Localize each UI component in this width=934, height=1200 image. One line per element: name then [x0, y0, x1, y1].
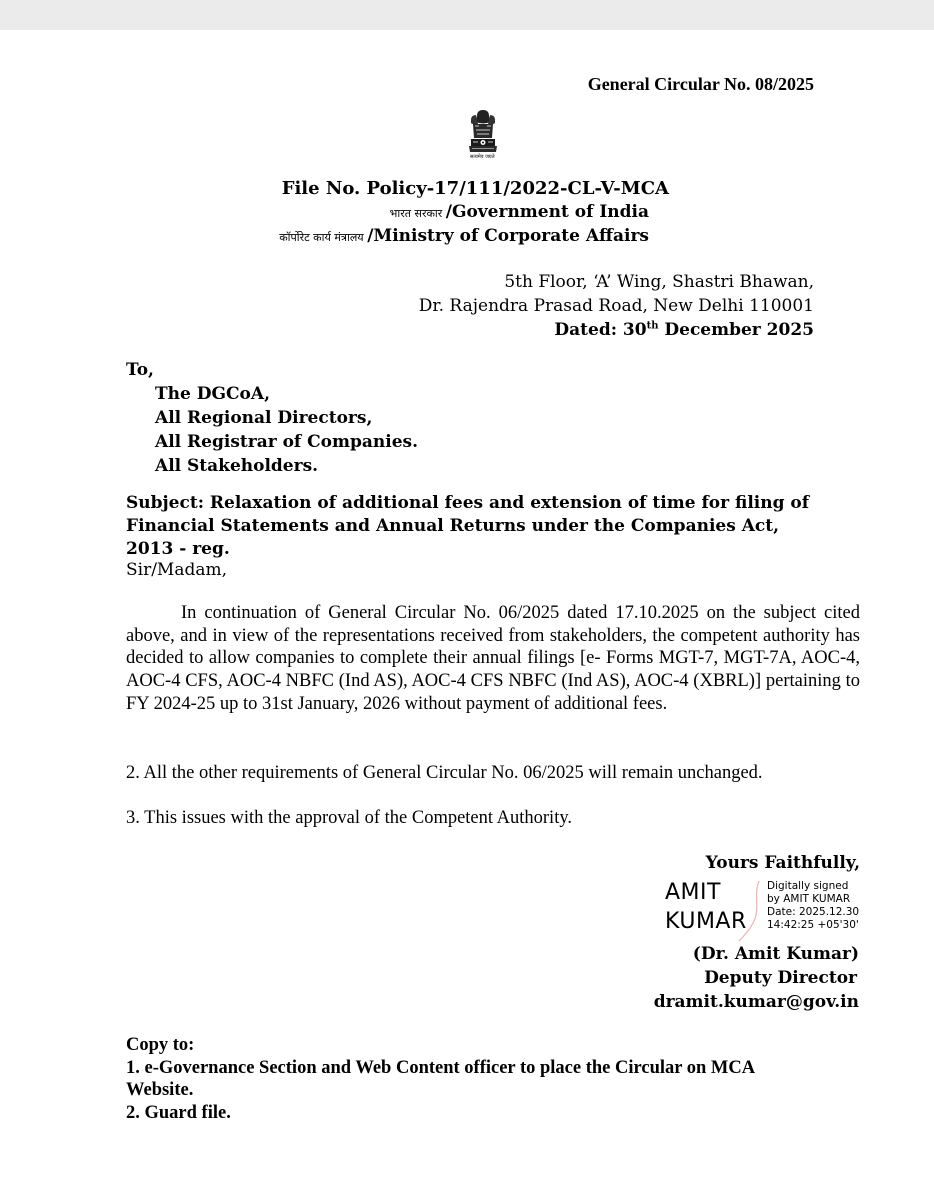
copy-to-section	[126, 1034, 786, 1124]
national-emblem-icon	[463, 108, 503, 178]
closing-phrase: Yours Faithfully,	[705, 853, 860, 873]
to-label: To,	[126, 360, 154, 380]
copy-to-item: 1. e-Governance Section and Web Content officer to place the Circular on MCA Website.	[126, 1057, 755, 1100]
ministry-line	[279, 226, 649, 246]
recipient-item: All Stakeholders.	[155, 456, 319, 476]
date-label: Dated: 30	[554, 320, 647, 340]
government-line	[390, 202, 649, 222]
signatory-name: (Dr. Amit Kumar)	[692, 944, 859, 964]
signature-check-icon	[735, 875, 765, 945]
date-line	[554, 320, 814, 340]
subject-line: Subject: Relaxation of additional fees and extension of time for filing of Financial Statements and Annual Returns under the Companies Act, 2013 - reg.	[126, 493, 810, 559]
ministry-english: /Ministry of Corporate Affairs	[367, 226, 649, 246]
signatory-designation: Deputy Director	[704, 968, 857, 988]
circular-page	[0, 30, 934, 1200]
address-line-1: 5th Floor, ‘A’ Wing, Shastri Bhawan,	[504, 272, 814, 292]
recipient-item: All Regional Directors,	[155, 408, 373, 428]
digital-signature-details	[767, 880, 859, 932]
date-suffix: th	[646, 320, 659, 332]
paragraph-3: 3. This issues with the approval of the Competent Authority.	[126, 808, 573, 828]
ministry-hindi: कॉर्पोरेट कार्य मंत्रालय	[279, 231, 368, 244]
date-rest: December 2025	[658, 320, 814, 340]
paragraph-1	[126, 602, 860, 716]
circular-number: General Circular No. 08/2025	[587, 74, 814, 94]
address-line-2: Dr. Rajendra Prasad Road, New Delhi 110001	[418, 296, 814, 316]
paragraph-2: 2. All the other requirements of General Circular No. 06/2025 will remain unchanged.	[126, 763, 763, 783]
paragraph-1-text: In continuation of General Circular No. 06/2025 dated 17.10.2025 on the subject cited above, and in view of the representations received from stakeholders, the competent authority has decided to allow companies to complete their annual filings [e- Forms MGT-7, MGT-7A, AOC-4, AOC-4 CFS, AOC-4 NBFC (Ind AS), AOC-4 CFS NBFC (Ind AS), AOC-4 (XBRL)] pertaining to FY 2024-25 up to 31st January, 2026 without payment of additional fees.	[126, 603, 860, 714]
recipient-item: All Registrar of Companies.	[155, 432, 419, 452]
signature-detail-line: by AMIT KUMAR	[767, 893, 851, 905]
government-english: /Government of India	[445, 202, 649, 222]
signature-detail-line: Date: 2025.12.30	[767, 906, 860, 918]
salutation: Sir/Madam,	[126, 560, 228, 580]
government-hindi: भारत सरकार	[389, 207, 446, 220]
viewer-top-bar	[0, 0, 934, 30]
emblem-motto: सत्यमेव जयते	[470, 154, 495, 160]
signature-name-line-2: KUMAR	[665, 909, 747, 934]
signature-detail-line: Digitally signed	[767, 880, 849, 892]
recipient-item: The DGCoA,	[155, 384, 270, 404]
copy-to-heading: Copy to:	[126, 1035, 195, 1055]
signatory-email: dramit.kumar@gov.in	[653, 992, 859, 1012]
signature-name-line-1: AMIT	[665, 880, 721, 905]
file-number: File No. Policy-17/111/2022-CL-V-MCA	[281, 178, 669, 199]
copy-to-item: 2. Guard file.	[126, 1102, 231, 1123]
signature-detail-line: 14:42:25 +05'30'	[767, 919, 859, 931]
